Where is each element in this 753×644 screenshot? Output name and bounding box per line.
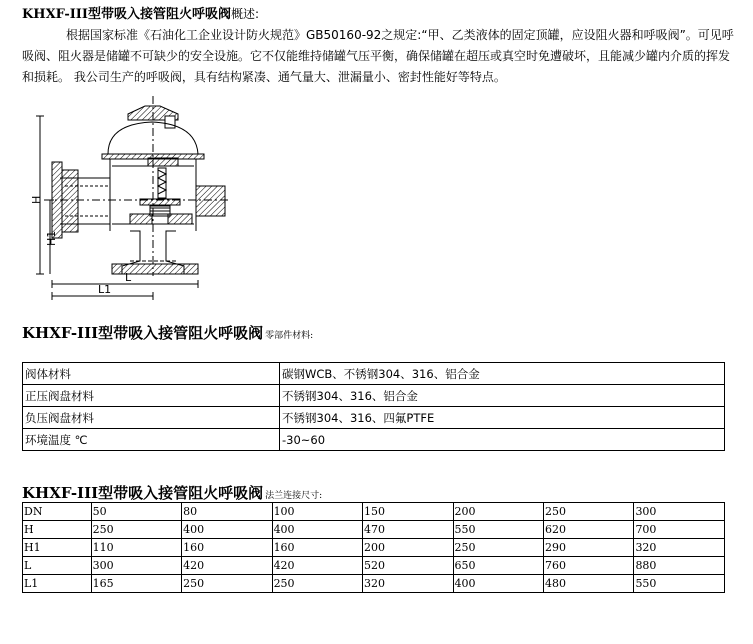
table-cell: 150 [363,503,453,521]
table-cell: 760 [543,557,633,575]
valve-section-diagram [30,96,260,318]
table-cell: 50 [91,503,181,521]
table-row [23,429,725,451]
materials-table [22,362,725,451]
table-cell: 420 [182,557,272,575]
table-cell: 300 [91,557,181,575]
table-row [23,363,725,385]
table-cell: 470 [363,521,453,539]
table-cell: 400 [272,521,362,539]
table-row [23,557,725,575]
table-cell: 阀体材料 [23,363,280,385]
label-l: L [125,271,132,284]
materials-heading-small: 零部件材料: [265,331,314,341]
dimensions-heading-small: 法兰连接尺寸: [265,491,323,501]
table-cell: 250 [91,521,181,539]
table-cell: 250 [453,539,543,557]
intro-paragraph: 根据国家标准《石油化工企业设计防火规范》GB50160-92之规定:“甲、乙类液体的固定顶罐，应设阻火器和呼吸阀”。可见呼吸阀、阻火器是储罐不可缺少的安全设施。它不仅能维持储罐气压平衡，确保储罐在超压或真空时免遭破坏，且能减少罐内介质的挥发和损耗。 我公司生产的呼吸阀，具有结构紧凑、通气量大、泄漏量小、密封性能好等特点。 [22,28,734,84]
table-cell: 正压阀盘材料 [23,385,280,407]
table-row [23,385,725,407]
table-cell: 620 [543,521,633,539]
table-cell: 碳钢WCB、不锈钢304、316、铝合金 [280,363,725,385]
dimensions-heading-text: KHXF-III型带吸入接管阻火呼吸阀 [22,484,264,502]
table-cell: 100 [272,503,362,521]
table-cell: 不锈钢304、316、铝合金 [280,385,725,407]
table-cell: 880 [634,557,725,575]
table-row [23,503,725,521]
table-cell: 160 [272,539,362,557]
table-cell: 250 [182,575,272,593]
table-cell: 250 [272,575,362,593]
materials-heading [22,322,313,343]
table-cell: L [23,557,92,575]
label-h1: H1 [45,230,58,246]
table-cell: 700 [634,521,725,539]
table-cell: H1 [23,539,92,557]
table-cell: 160 [182,539,272,557]
label-h: H [30,195,43,204]
table-cell: H [23,521,92,539]
table-cell: 110 [91,539,181,557]
table-cell: 300 [634,503,725,521]
table-cell: 550 [634,575,725,593]
table-cell: 420 [272,557,362,575]
table-cell: 320 [634,539,725,557]
intro-title-suffix: 概述: [230,7,259,21]
dimensions-heading [22,482,322,503]
table-cell: 环境温度 ℃ [23,429,280,451]
table-cell: 400 [453,575,543,593]
table-cell: 320 [363,575,453,593]
valve-drawing [30,96,260,318]
table-cell: DN [23,503,92,521]
table-cell: 200 [363,539,453,557]
table-cell: 550 [453,521,543,539]
table-cell: 250 [543,503,633,521]
table-row [23,539,725,557]
table-cell: 400 [182,521,272,539]
table-cell: 80 [182,503,272,521]
table-row [23,407,725,429]
intro-section [22,4,734,88]
table-cell: -30~60 [280,429,725,451]
table-cell: 165 [91,575,181,593]
table-cell: 负压阀盘材料 [23,407,280,429]
table-cell: 290 [543,539,633,557]
label-l1: L1 [98,283,112,296]
table-cell: 不锈钢304、316、四氟PTFE [280,407,725,429]
table-cell: L1 [23,575,92,593]
table-cell: 480 [543,575,633,593]
table-row [23,575,725,593]
table-cell: 200 [453,503,543,521]
table-cell: 650 [453,557,543,575]
intro-title: KHXF-III型带吸入接管阻火呼吸阀 [22,7,231,22]
table-cell: 520 [363,557,453,575]
table-row [23,521,725,539]
dimensions-table [22,502,725,593]
materials-heading-text: KHXF-III型带吸入接管阻火呼吸阀 [22,324,264,342]
